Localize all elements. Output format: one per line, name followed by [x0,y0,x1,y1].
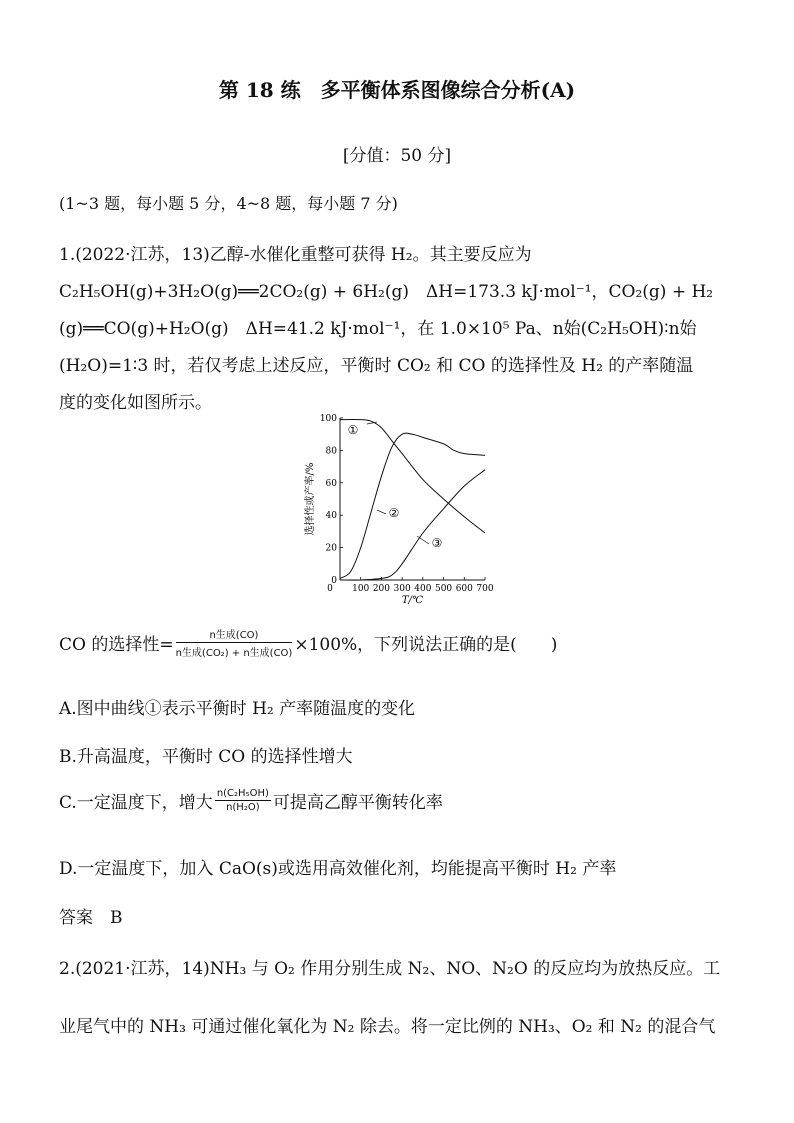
x-tick-label: 500 [434,584,453,594]
x-tick-label: 100 [352,584,370,594]
q2-line1: 2.(2021·江苏，14)NH₃ 与 O₂ 作用分别生成 N₂、NO、N₂O 的反应均为放热反应。工 [59,959,721,979]
series-line-3 [340,470,485,580]
selectivity-chart [296,406,506,610]
option-b: B.升高温度，平衡时 CO 的选择性增大 [59,747,353,767]
x-tick-label: 200 [372,584,391,594]
series-leader-2 [377,510,386,514]
score-info: [分值：50 分] [342,146,452,166]
y-tick-label: 0 [331,576,337,586]
y-tick-label: 100 [319,414,337,424]
x-tick-label: 400 [414,584,432,594]
instructions: (1~3 题，每小题 5 分，4~8 题，每小题 7 分) [59,194,398,213]
option-c [59,788,443,813]
series-line-2 [340,433,485,578]
option-d: D.一定温度下，加入 CaO(s)或选用高效催化剂，均能提高平衡时 H₂ 产率 [59,859,617,879]
q1-line2: C₂H₅OH(g)+3H₂O(g)══2CO₂(g) + 6H₂(g) ΔH=173.3 kJ·mol⁻¹，CO₂(g) + H₂ [59,282,714,302]
x-tick-label: 300 [393,584,411,594]
selectivity-prefix: CO 的选择性= [59,635,174,655]
q1-line3: (g)══CO(g)+H₂O(g) ΔH=41.2 kJ·mol⁻¹，在 1.0×10⁵ Pa、n始(C₂H₅OH)∶n始 [59,319,697,339]
series-label-3: ③ [431,536,443,550]
option-c-denominator: n(H₂O) [226,802,260,813]
q2-line2: 业尾气中的 NH₃ 可通过催化氧化为 N₂ 除去。将一定比例的 NH₃、O₂ 和 N₂ 的混合气 [59,1017,716,1037]
x-axis-label: T/℃ [401,595,424,606]
series-label-2: ② [388,506,400,520]
selectivity-fraction [176,626,293,659]
y-tick-label: 80 [325,446,337,457]
series-leader-3 [417,536,429,544]
x-tick-label: 700 [476,584,494,594]
fraction-denominator: n生成(CO₂) + n生成(CO) [175,648,293,659]
fraction-numerator: n生成(CO) [176,626,293,643]
selectivity-suffix: ×100%，下列说法正确的是( ) [294,635,558,655]
q1-line1: 1.(2022·江苏，13)乙醇-水催化重整可获得 H₂。其主要反应为 [59,245,532,265]
page-title: 第 18 练 多平衡体系图像综合分析(A) [218,78,576,102]
answer: 答案 B [59,908,123,928]
q1-selectivity-def [59,626,557,659]
y-tick-label: 20 [325,543,337,554]
y-tick-label: 40 [325,511,337,522]
option-a: A.图中曲线①表示平衡时 H₂ 产率随温度的变化 [59,699,416,719]
option-c-suffix: 可提高乙醇平衡转化率 [272,793,443,813]
y-tick-label: 60 [325,478,337,489]
x-tick-label: 600 [455,584,473,594]
q1-line5: 度的变化如图所示。 [59,393,212,413]
y-axis-label: 选择性或产率/% [305,462,316,536]
q1-line4: (H₂O)=1∶3 时，若仅考虑上述反应，平衡时 CO₂ 和 CO 的选择性及 H₂ 的产率随温 [59,356,694,376]
x-tick-label: 0 [327,584,333,594]
option-c-numerator: n(C₂H₅OH) [216,788,269,799]
series-line-1 [340,420,485,533]
series-label-1: ① [347,423,359,437]
option-c-fraction [215,788,271,813]
option-c-prefix: C.一定温度下，增大 [59,793,213,813]
